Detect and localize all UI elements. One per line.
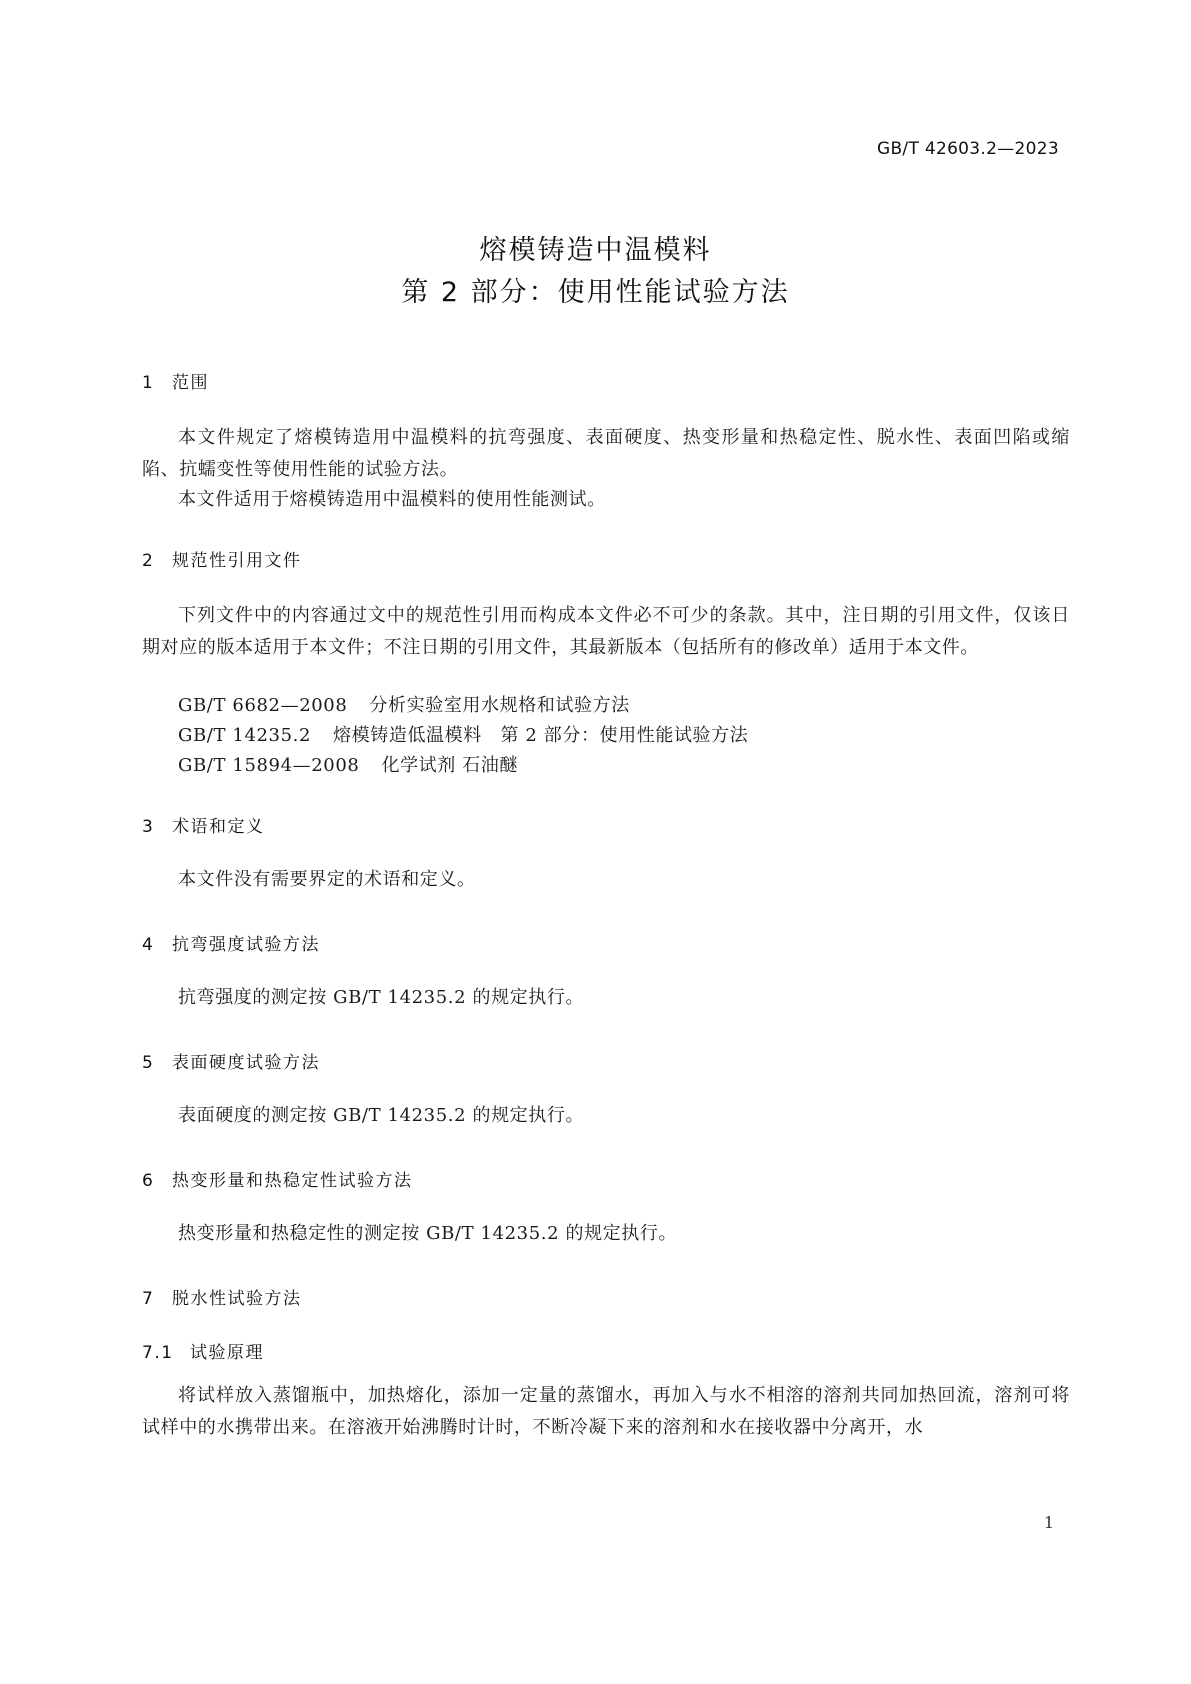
document-title-line1: 熔模铸造中温模料 <box>479 235 712 266</box>
section-title: 抗弯强度试验方法 <box>172 935 320 955</box>
paragraph: 下列文件中的内容通过文中的规范性引用而构成本文件必不可少的条款。其中，注日期的引用文件，仅该日期对应的版本适用于本文件；不注日期的引用文件，其最新版本（包括所有的修改单）适用于本文件。 <box>142 605 1070 658</box>
section-number: 1 <box>142 373 155 393</box>
section-title: 热变形量和热稳定性试验方法 <box>172 1171 413 1191</box>
section-title: 规范性引用文件 <box>172 551 302 571</box>
section-title: 范围 <box>172 373 209 393</box>
reference-title: 分析实验室用水规格和试验方法 <box>369 695 630 716</box>
reference-item <box>178 721 748 747</box>
section-number: 7 <box>142 1289 155 1309</box>
subsection-title: 试验原理 <box>190 1343 264 1363</box>
reference-title: 化学试剂 石油醚 <box>381 755 518 776</box>
reference-code: GB/T 6682—2008 <box>178 695 348 716</box>
section-number: 6 <box>142 1171 155 1191</box>
paragraph: 热变形量和热稳定性的测定按 GB/T 14235.2 的规定执行。 <box>178 1223 678 1244</box>
reference-code: GB/T 15894—2008 <box>178 755 360 776</box>
section-heading-4 <box>142 930 320 955</box>
subsection-number: 7.1 <box>142 1343 174 1363</box>
page-number: 1 <box>1043 1513 1054 1532</box>
section-title: 脱水性试验方法 <box>172 1289 302 1309</box>
section-number: 4 <box>142 935 155 955</box>
paragraph: 将试样放入蒸馏瓶中，加热熔化，添加一定量的蒸馏水，再加入与水不相溶的溶剂共同加热回流，溶剂可将试样中的水携带出来。在溶液开始沸腾时计时，不断冷凝下来的溶剂和水在接收器中分离开，水 <box>142 1385 1070 1438</box>
subsection-heading-7-1 <box>142 1338 264 1363</box>
document-title-line2: 第 2 部分：使用性能试验方法 <box>401 277 790 308</box>
paragraph: 本文件适用于熔模铸造用中温模料的使用性能测试。 <box>178 489 606 510</box>
section-heading-7 <box>142 1284 302 1309</box>
section-title: 术语和定义 <box>172 817 265 837</box>
section-title: 表面硬度试验方法 <box>172 1053 320 1073</box>
reference-item <box>178 691 630 717</box>
paragraph: 本文件没有需要界定的术语和定义。 <box>178 869 476 890</box>
reference-title: 熔模铸造低温模料 第 2 部分：使用性能试验方法 <box>333 725 749 746</box>
section-heading-5 <box>142 1048 320 1073</box>
reference-item <box>178 751 518 777</box>
section-heading-3 <box>142 812 265 837</box>
section-number: 3 <box>142 817 155 837</box>
standard-number: GB/T 42603.2—2023 <box>876 139 1059 159</box>
reference-code: GB/T 14235.2 <box>178 725 312 746</box>
section-heading-1 <box>142 368 209 393</box>
paragraph: 本文件规定了熔模铸造用中温模料的抗弯强度、表面硬度、热变形量和热稳定性、脱水性、表面凹陷或缩陷、抗蠕变性等使用性能的试验方法。 <box>142 427 1070 480</box>
paragraph: 表面硬度的测定按 GB/T 14235.2 的规定执行。 <box>178 1105 585 1126</box>
section-number: 5 <box>142 1053 155 1073</box>
section-heading-2 <box>142 546 302 571</box>
section-heading-6 <box>142 1166 413 1191</box>
section-number: 2 <box>142 551 155 571</box>
paragraph: 抗弯强度的测定按 GB/T 14235.2 的规定执行。 <box>178 987 585 1008</box>
